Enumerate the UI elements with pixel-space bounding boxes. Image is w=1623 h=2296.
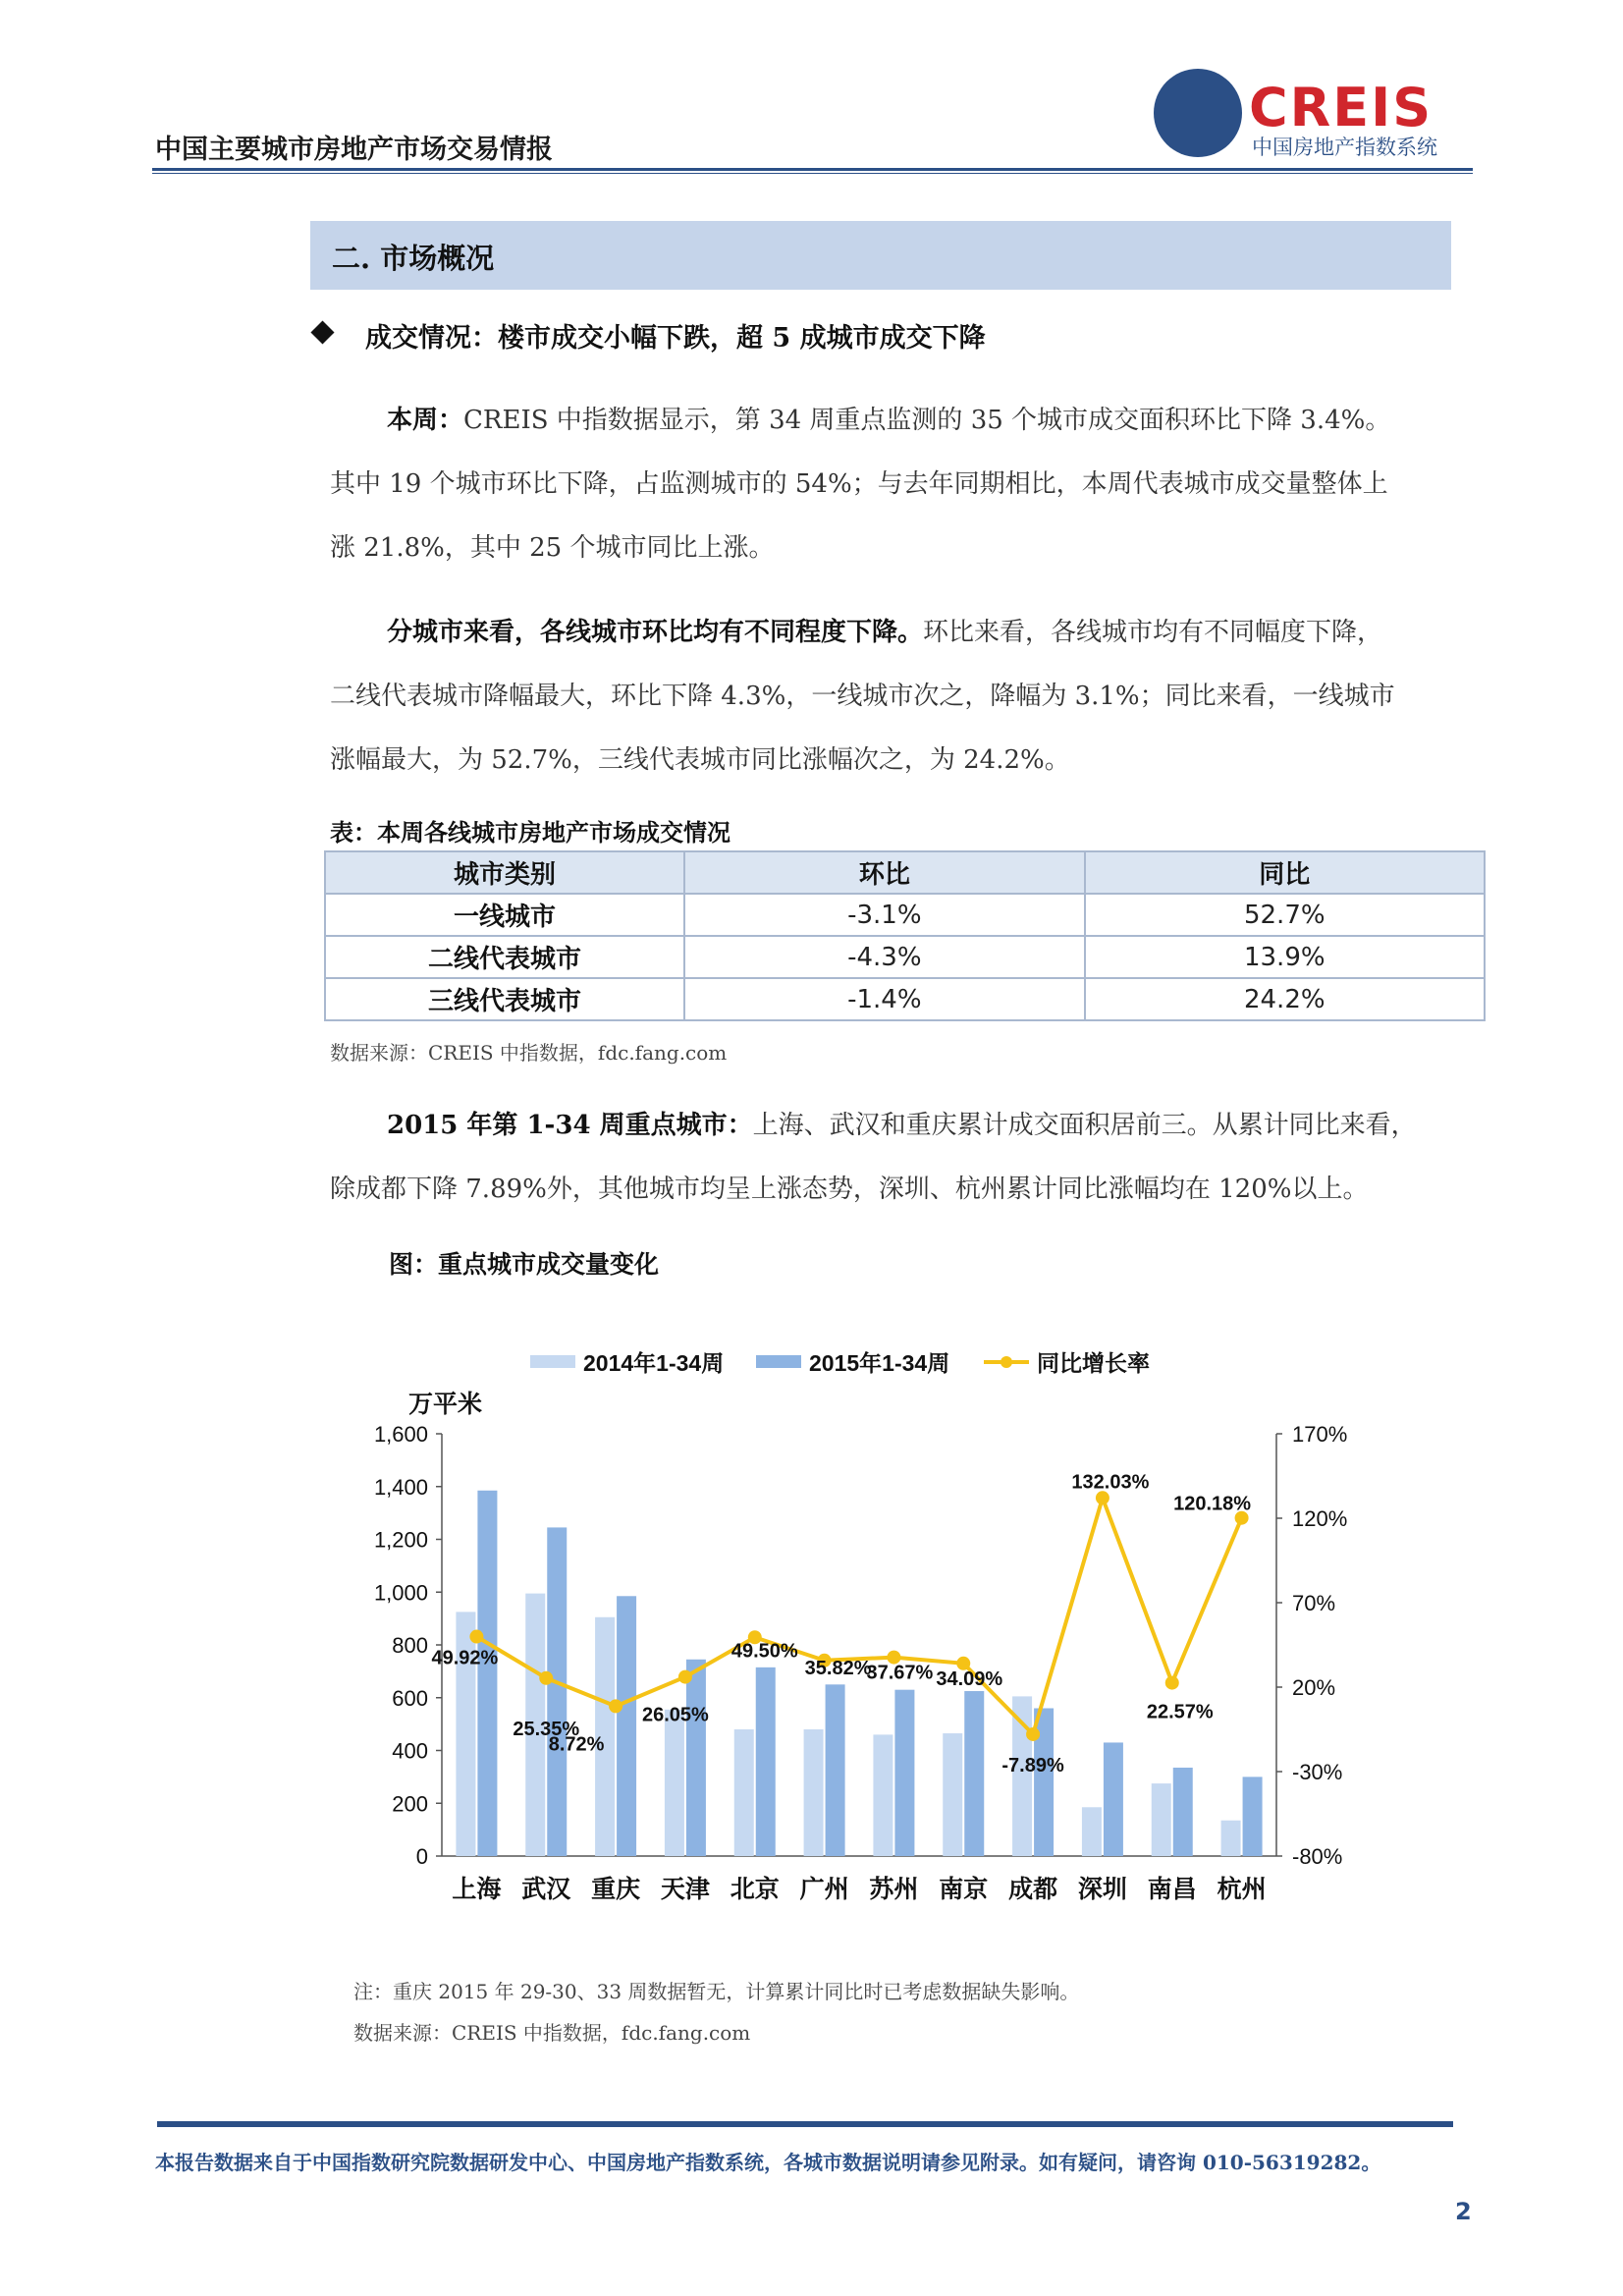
growth-rate-point (678, 1670, 692, 1684)
y-tick-label: 1,200 (373, 1527, 428, 1553)
paragraph-key-cities (330, 1094, 1479, 1222)
header-divider (152, 168, 1473, 171)
growth-rate-label: 120.18% (1173, 1493, 1252, 1515)
bar-2015 (547, 1527, 567, 1856)
bar-2014 (665, 1710, 684, 1856)
transaction-volume-chart (324, 1326, 1348, 1915)
bar-2015 (826, 1684, 845, 1856)
x-tick-label: 杭州 (1217, 1875, 1267, 1903)
logo-brand: CREIS (1249, 77, 1434, 138)
bar-2015 (894, 1690, 914, 1856)
table-row (325, 894, 1485, 936)
y2-tick-label: 70% (1292, 1591, 1336, 1615)
y-tick-label: 1,400 (373, 1474, 428, 1500)
bar-2015 (756, 1667, 776, 1856)
x-tick-label: 深圳 (1077, 1875, 1127, 1903)
bar-2015 (1173, 1768, 1193, 1856)
bar-2015 (964, 1691, 984, 1856)
figure-note: 注：重庆 2015 年 29-30、33 周数据暂无，计算累计同比时已考虑数据缺失影响。 (353, 1980, 1080, 2003)
legend-swatch (530, 1355, 575, 1368)
growth-rate-label: -7.89% (1001, 1754, 1064, 1777)
growth-rate-label: 22.57% (1146, 1701, 1214, 1723)
bar-2014 (804, 1729, 824, 1856)
growth-rate-point (609, 1699, 622, 1713)
section-title: 二. 市场概况 (332, 242, 495, 275)
growth-rate-label: 49.92% (431, 1647, 499, 1669)
table-cell: -4.3% (684, 936, 1084, 978)
x-tick-label: 武汉 (521, 1875, 571, 1903)
growth-rate-point (469, 1630, 483, 1644)
figure-title: 图：重点城市成交量变化 (389, 1250, 660, 1279)
table-cell: 52.7% (1085, 894, 1485, 936)
paragraph-line: 除成都下降 7.89%外，其他城市均呈上涨态势，深圳、杭州累计同比涨幅均在 120%以上。 (330, 1175, 1369, 1204)
y2-tick-label: 170% (1292, 1422, 1348, 1447)
y-tick-label: 1,600 (373, 1422, 428, 1447)
y2-tick-label: 20% (1292, 1675, 1336, 1700)
x-tick-label: 南昌 (1147, 1875, 1197, 1903)
y-axis-label: 万平米 (408, 1391, 483, 1418)
x-tick-label: 重庆 (591, 1875, 641, 1903)
row-label: 二线代表城市 (325, 936, 684, 978)
row-label: 三线代表城市 (325, 978, 684, 1020)
growth-rate-point (1096, 1491, 1109, 1504)
column-header: 城市类别 (325, 851, 684, 894)
x-tick-label: 成都 (1008, 1875, 1058, 1903)
logo-emblem-icon (1154, 69, 1242, 157)
bar-2015 (477, 1491, 497, 1856)
x-tick-label: 苏州 (869, 1875, 919, 1903)
bar-2014 (1152, 1783, 1171, 1856)
paragraph-line: 环比来看，各线城市均有不同幅度下降， (923, 618, 1383, 647)
y2-tick-label: -80% (1292, 1844, 1343, 1869)
table-cell: -3.1% (684, 894, 1084, 936)
row-label: 一线城市 (325, 894, 684, 936)
bar-2014 (1221, 1821, 1241, 1856)
growth-rate-label: 34.09% (936, 1667, 1003, 1690)
growth-rate-label: 37.67% (866, 1662, 934, 1684)
bar-2014 (734, 1729, 754, 1856)
bar-2015 (686, 1660, 706, 1856)
bar-2014 (943, 1733, 962, 1856)
y-tick-label: 600 (392, 1685, 428, 1711)
paragraph-weekly (330, 389, 1479, 580)
x-tick-label: 广州 (799, 1875, 849, 1903)
table-row (325, 936, 1485, 978)
y2-tick-label: -30% (1292, 1760, 1343, 1784)
table-header-row (325, 851, 1485, 894)
paragraph-line: 上海、武汉和重庆累计成交面积居前三。从累计同比来看， (752, 1111, 1417, 1140)
table-cell: -1.4% (684, 978, 1084, 1020)
paragraph-line: 涨 21.8%，其中 25 个城市同比上涨。 (330, 533, 775, 563)
table-row (325, 978, 1485, 1020)
diamond-bullet-icon (310, 320, 334, 344)
header-divider-thin (152, 173, 1473, 174)
y-tick-label: 0 (415, 1844, 428, 1869)
x-tick-label: 北京 (730, 1875, 780, 1903)
bar-2015 (1104, 1742, 1123, 1856)
y-tick-label: 400 (392, 1738, 428, 1764)
paragraph-line: 二线代表城市降幅最大，环比下降 4.3%，一线城市次之，降幅为 3.1%；同比来看，一线城市 (330, 682, 1395, 711)
column-header: 环比 (684, 851, 1084, 894)
paragraph-lead: 分城市来看，各线城市环比均有不同程度下降。 (387, 618, 924, 647)
footer-disclaimer: 本报告数据来自于中国指数研究院数据研发中心、中国房地产指数系统，各城市数据说明请参见附录。如有疑问，请咨询 010-56319282。 (155, 2151, 1381, 2174)
growth-rate-point (539, 1671, 553, 1685)
bar-2015 (1243, 1777, 1263, 1856)
footer-divider (157, 2121, 1453, 2127)
paragraph-city-tiers (330, 601, 1479, 793)
x-tick-label: 上海 (452, 1875, 502, 1903)
bar-2014 (873, 1734, 893, 1856)
column-header: 同比 (1085, 851, 1485, 894)
legend-label: 2014年1-34周 (583, 1350, 725, 1376)
bullet-heading: 成交情况：楼市成交小幅下跌，超 5 成城市成交下降 (365, 323, 986, 354)
table-source: 数据来源：CREIS 中指数据，fdc.fang.com (330, 1041, 728, 1065)
y-tick-label: 200 (392, 1791, 428, 1817)
paragraph-line: 其中 19 个城市环比下降，占监测城市的 54%；与去年同期相比，本周代表城市成交量整体上 (330, 469, 1388, 499)
table-title: 表：本周各线城市房地产市场成交情况 (330, 818, 730, 847)
growth-rate-label: 132.03% (1071, 1471, 1150, 1494)
paragraph-lead: 2015 年第 1-34 周重点城市： (387, 1111, 753, 1140)
paragraph-line: CREIS 中指数据显示，第 34 周重点监测的 35 个城市成交面积环比下降 3.4%。 (463, 406, 1391, 435)
paragraph-lead: 本周： (387, 406, 464, 435)
growth-rate-point (1165, 1676, 1179, 1690)
logo-subtitle: 中国房地产指数系统 (1252, 136, 1437, 159)
bar-2015 (617, 1596, 636, 1856)
growth-rate-line (476, 1498, 1241, 1734)
legend-label: 同比增长率 (1037, 1350, 1150, 1376)
table-cell: 13.9% (1085, 936, 1485, 978)
bar-2014 (1082, 1807, 1102, 1856)
report-title: 中国主要城市房地产市场交易情报 (155, 135, 553, 165)
growth-rate-label: 35.82% (804, 1657, 872, 1679)
growth-rate-label: 49.50% (730, 1640, 798, 1663)
x-tick-label: 南京 (939, 1875, 989, 1903)
y-tick-label: 800 (392, 1633, 428, 1658)
y-tick-label: 1,000 (373, 1580, 428, 1606)
growth-rate-label: 25.35% (513, 1718, 580, 1740)
city-tier-table (324, 850, 1486, 1021)
growth-rate-label: 26.05% (641, 1704, 709, 1726)
table-cell: 24.2% (1085, 978, 1485, 1020)
growth-rate-label: 8.72% (548, 1733, 605, 1756)
growth-rate-point (1026, 1727, 1040, 1741)
page-number: 2 (1455, 2198, 1472, 2225)
legend-marker (1001, 1356, 1012, 1368)
legend-swatch (756, 1355, 801, 1368)
paragraph-line: 涨幅最大，为 52.7%，三线代表城市同比涨幅次之，为 24.2%。 (330, 745, 1070, 775)
y2-tick-label: 120% (1292, 1506, 1348, 1531)
legend-label: 2015年1-34周 (809, 1350, 950, 1376)
figure-source: 数据来源：CREIS 中指数据，fdc.fang.com (353, 2021, 751, 2045)
x-tick-label: 天津 (660, 1875, 710, 1903)
